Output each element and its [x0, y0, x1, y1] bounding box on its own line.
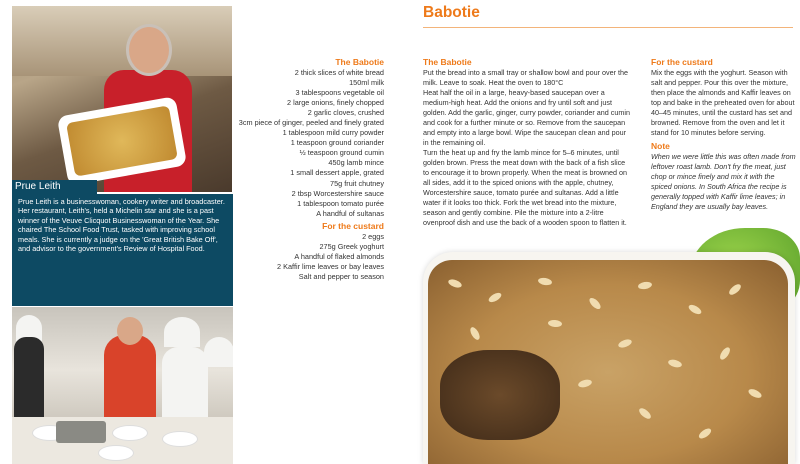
ingredient-item: 1 tablespoon mild curry powder — [282, 128, 384, 138]
custard-method-text: Mix the eggs with the yoghurt. Season with salt and pepper. Pour this over the mixture, then place the almonds and Kaffir leaves on top and bake in the preheated oven for about 40–45 minutes, until the custard has set and browned. Remove from the oven and let it stand for 10 minutes before serving. — [651, 68, 795, 137]
prue-leith-photo — [12, 6, 232, 192]
method-heading: The Babotie — [423, 57, 472, 67]
ingredient-item: 1 tablespoon tomato purée — [297, 198, 384, 208]
ingredient-item: 2 garlic cloves, crushed — [307, 108, 384, 118]
custard-column — [651, 56, 797, 212]
ingredient-item: 75g fruit chutney — [330, 178, 384, 188]
note-heading: Note — [651, 141, 670, 151]
method-paragraph: Heat half the oil in a large, heavy-based saucepan over a medium-high heat. Add the onions and fry until soft and just golden. Add the garlic, ginger, curry powder, coriander and cumin and cook for a further minute or so. Remove from the saucepan and empty into a large bowl. Wipe the saucepan clean and pour in the remaining oil. — [423, 88, 630, 147]
ingredient-item: 2 large onions, finely chopped — [287, 98, 384, 108]
custard-ingredients-heading: For the custard — [322, 220, 384, 231]
ingredient-item: 2 tbsp Worcestershire sauce — [291, 188, 384, 198]
method-column — [423, 56, 633, 228]
mince-layer — [440, 350, 560, 440]
page-title: Babotie — [423, 4, 480, 21]
method-paragraph: Turn the heat up and fry the lamb mince for 5–6 minutes, until golden brown. Press the meat down with the back of a fish slice to encourage it to brown properly. When the meat is browned on all sides, add it to the spiced onions with the apple, chutney, Worcestershire sauce, tomato purée and sultanas. Add a little water if it looks too thick. Fork the wet bread into the mixture, season and gently combine. Pile the mixture into a 2-litre ovenproof dish and use the back of a wooden spoon to flatten it. — [423, 148, 628, 227]
method-paragraph: Put the bread into a small tray or shallow bowl and pour over the milk. Leave to soak. Heat the oven to 180°C — [423, 68, 628, 87]
bio-text: Prue Leith is a businesswoman, cookery writer and broadcaster. Her restaurant, Leith's, held a Michelin star and she is a past winner of the Veuve Clicquot Businesswoman of the Year. She chaired The School Food Trust, tasked with improving school meals. She is currently a judge on the 'Great British Bake Off', and advisor to the government's Review of Hospital Food. — [18, 197, 225, 254]
ingredients-list — [238, 56, 384, 282]
note-text: When we were little this was often made from leftover roast lamb. Don't fry the meat, just chop or mince finely and mix it with the spiced onions. In South Africa the recipe is generally topped with Kaffir lime leaves; in England they are usually bay leaves. — [651, 152, 796, 211]
title-divider — [423, 27, 793, 28]
ingredient-item: 1 small dessert apple, grated — [290, 168, 384, 178]
custard-ingredient-item: 2 Kaffir lime leaves or bay leaves — [277, 261, 384, 271]
ingredient-item: 450g lamb mince — [328, 158, 384, 168]
custard-method-heading: For the custard — [651, 57, 713, 67]
ingredient-item: 2 thick slices of white bread — [294, 68, 384, 77]
ingredient-item: 150ml milk — [349, 78, 384, 88]
ingredient-item: A handful of sultanas — [316, 208, 384, 218]
custard-ingredient-item: 275g Greek yoghurt — [319, 241, 384, 251]
custard-ingredient-item: Salt and pepper to season — [298, 271, 384, 281]
custard-ingredient-item: 2 eggs — [362, 231, 384, 241]
photo-caption: Prue Leith — [12, 180, 97, 194]
ingredient-item: 1 teaspoon ground coriander — [290, 138, 384, 148]
ingredient-item: 3 tablespoons vegetable oil — [295, 88, 384, 98]
custard-ingredient-item: A handful of flaked almonds — [294, 251, 384, 261]
ingredient-item: ½ teaspoon ground cumin — [299, 148, 384, 158]
ingredient-item: 3cm piece of ginger, peeled and finely grated — [238, 118, 384, 128]
ingredients-heading: The Babotie — [335, 57, 384, 67]
kitchen-photo — [12, 307, 233, 464]
